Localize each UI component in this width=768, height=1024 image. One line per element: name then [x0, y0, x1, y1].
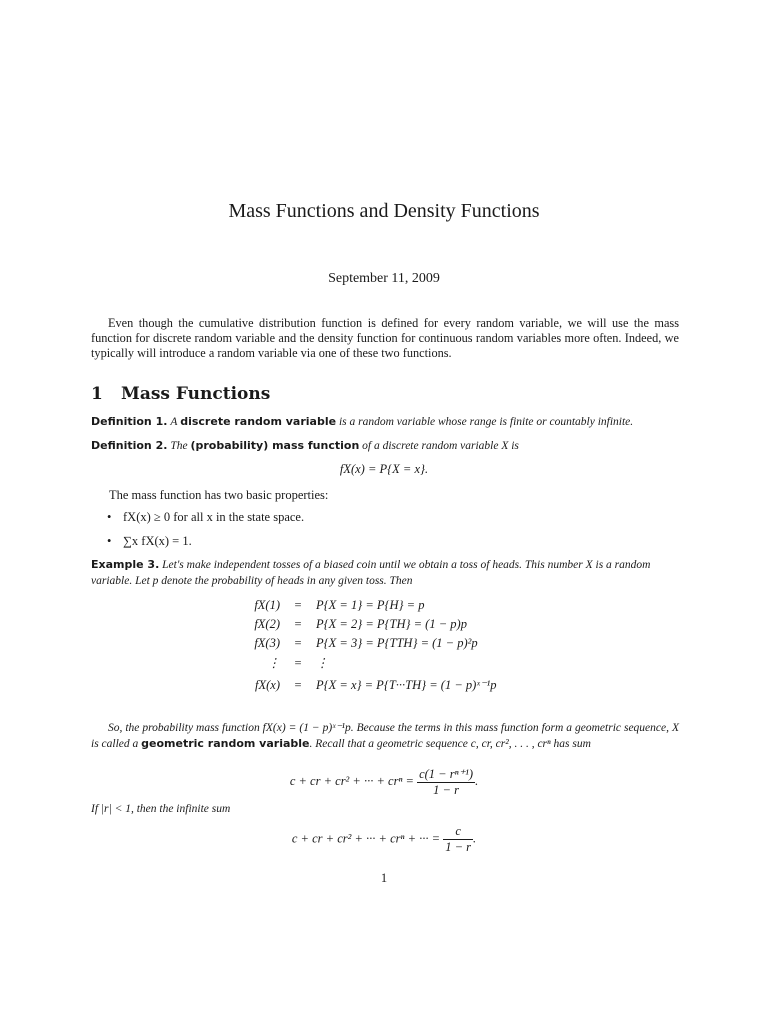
equation-lhs: fX(2) — [254, 617, 280, 631]
definition-2 — [91, 438, 679, 454]
definition-1-pre: A — [170, 416, 178, 428]
definition-1-post: is a random variable whose range is finite or countably infinite. — [338, 416, 634, 428]
infinite-sum-equation — [0, 824, 768, 855]
equation-lhs: fX(3) — [254, 636, 280, 650]
equation-row — [240, 677, 496, 696]
equation-lhs: fX(1) — [254, 598, 280, 612]
equation-op: = — [294, 598, 302, 612]
property-item — [107, 510, 304, 525]
infinite-sum-tail: . — [473, 831, 477, 846]
definition-2-pre: The — [170, 440, 188, 452]
equation-lhs: fX(x) — [255, 678, 280, 692]
bullet-icon: • — [107, 510, 112, 524]
equation-array — [240, 598, 496, 696]
paper-title: Mass Functions and Density Functions — [228, 200, 540, 222]
geometric-paragraph — [91, 720, 679, 752]
finite-sum-numerator: c(1 − rⁿ⁺¹) — [419, 767, 474, 781]
equation-row — [240, 636, 496, 655]
section-title: Mass Functions — [121, 384, 271, 404]
property-text: ∑x fX(x) = 1. — [123, 534, 192, 548]
definition-2-term: (probability) mass function — [190, 439, 360, 452]
definition-1-term: discrete random variable — [180, 415, 337, 428]
definition-2-label: Definition 2. — [91, 439, 168, 452]
infinite-sum-intro-text: If |r| < 1, then the infinite sum — [91, 803, 231, 815]
example-3-label: Example 3. — [91, 558, 160, 571]
paper-date: September 11, 2009 — [328, 271, 440, 286]
equation-rhs: P{X = 1} = P{H} = p — [316, 598, 425, 612]
equation-rhs: P{X = 3} = P{TTH} = (1 − p)²p — [316, 636, 478, 650]
intro-paragraph: Even though the cumulative distribution function is defined for every random variable, we will use the mass function for discrete random variable and the density function for continuous random variables more often. Indeed, we typically will introduce a random variable via one of these two functions. — [91, 316, 679, 361]
section-heading — [91, 384, 270, 404]
definition-1 — [91, 414, 679, 430]
equation-rhs: ⋮ — [316, 656, 329, 670]
section-number: 1 — [91, 384, 103, 404]
geometric-term: geometric random variable — [141, 737, 310, 750]
equation-op: = — [294, 617, 302, 631]
bullet-icon: • — [107, 534, 112, 548]
equation-row — [240, 617, 496, 636]
finite-sum-fraction — [417, 766, 475, 798]
equation-rhs: P{X = 2} = P{TH} = (1 − p)p — [316, 617, 467, 631]
geometric-paragraph-pre: So, the probability mass function fX(x) = (1 − p)ˣ⁻¹p. Because the terms in this mass function form a geometric sequence, X is called a — [91, 722, 679, 750]
equation-lhs: ⋮ — [267, 656, 280, 670]
property-text: fX(x) ≥ 0 for all x in the state space. — [123, 510, 305, 524]
infinite-sum-fraction — [443, 824, 473, 855]
example-3 — [91, 557, 679, 589]
page-number: 1 — [380, 871, 388, 885]
finite-sum-lhs: c + cr + cr² + ··· + crⁿ = — [289, 773, 414, 788]
mass-function-equation: fX(x) = P{X = x}. — [339, 462, 429, 476]
finite-sum-denominator: 1 − r — [433, 783, 459, 797]
equation-row — [240, 655, 496, 677]
property-item — [107, 534, 192, 549]
equation-rhs: P{X = x} = P{T···TH} = (1 − p)ˣ⁻¹p — [316, 678, 497, 692]
properties-intro: The mass function has two basic properties: — [109, 488, 329, 502]
equation-op: = — [294, 656, 302, 670]
infinite-sum-lhs: c + cr + cr² + ··· + crⁿ + ··· = — [291, 831, 441, 846]
example-3-text: Let's make independent tosses of a biased coin until we obtain a toss of heads. This number X is a random variable. Let p denote the probability of heads in any given toss. Then — [91, 559, 651, 587]
equation-row — [240, 598, 496, 617]
infinite-sum-denominator: 1 − r — [445, 840, 472, 854]
equation-op: = — [294, 678, 302, 692]
geometric-paragraph-post: . Recall that a geometric sequence c, cr, cr², . . . , crⁿ has sum — [309, 738, 591, 750]
definition-2-post: of a discrete random variable X is — [362, 440, 519, 452]
equation-op: = — [294, 636, 302, 650]
infinite-sum-numerator: c — [443, 824, 473, 840]
infinite-sum-intro — [91, 801, 679, 817]
finite-sum-tail: . — [475, 773, 479, 788]
definition-1-label: Definition 1. — [91, 415, 168, 428]
finite-sum-equation — [0, 766, 768, 798]
